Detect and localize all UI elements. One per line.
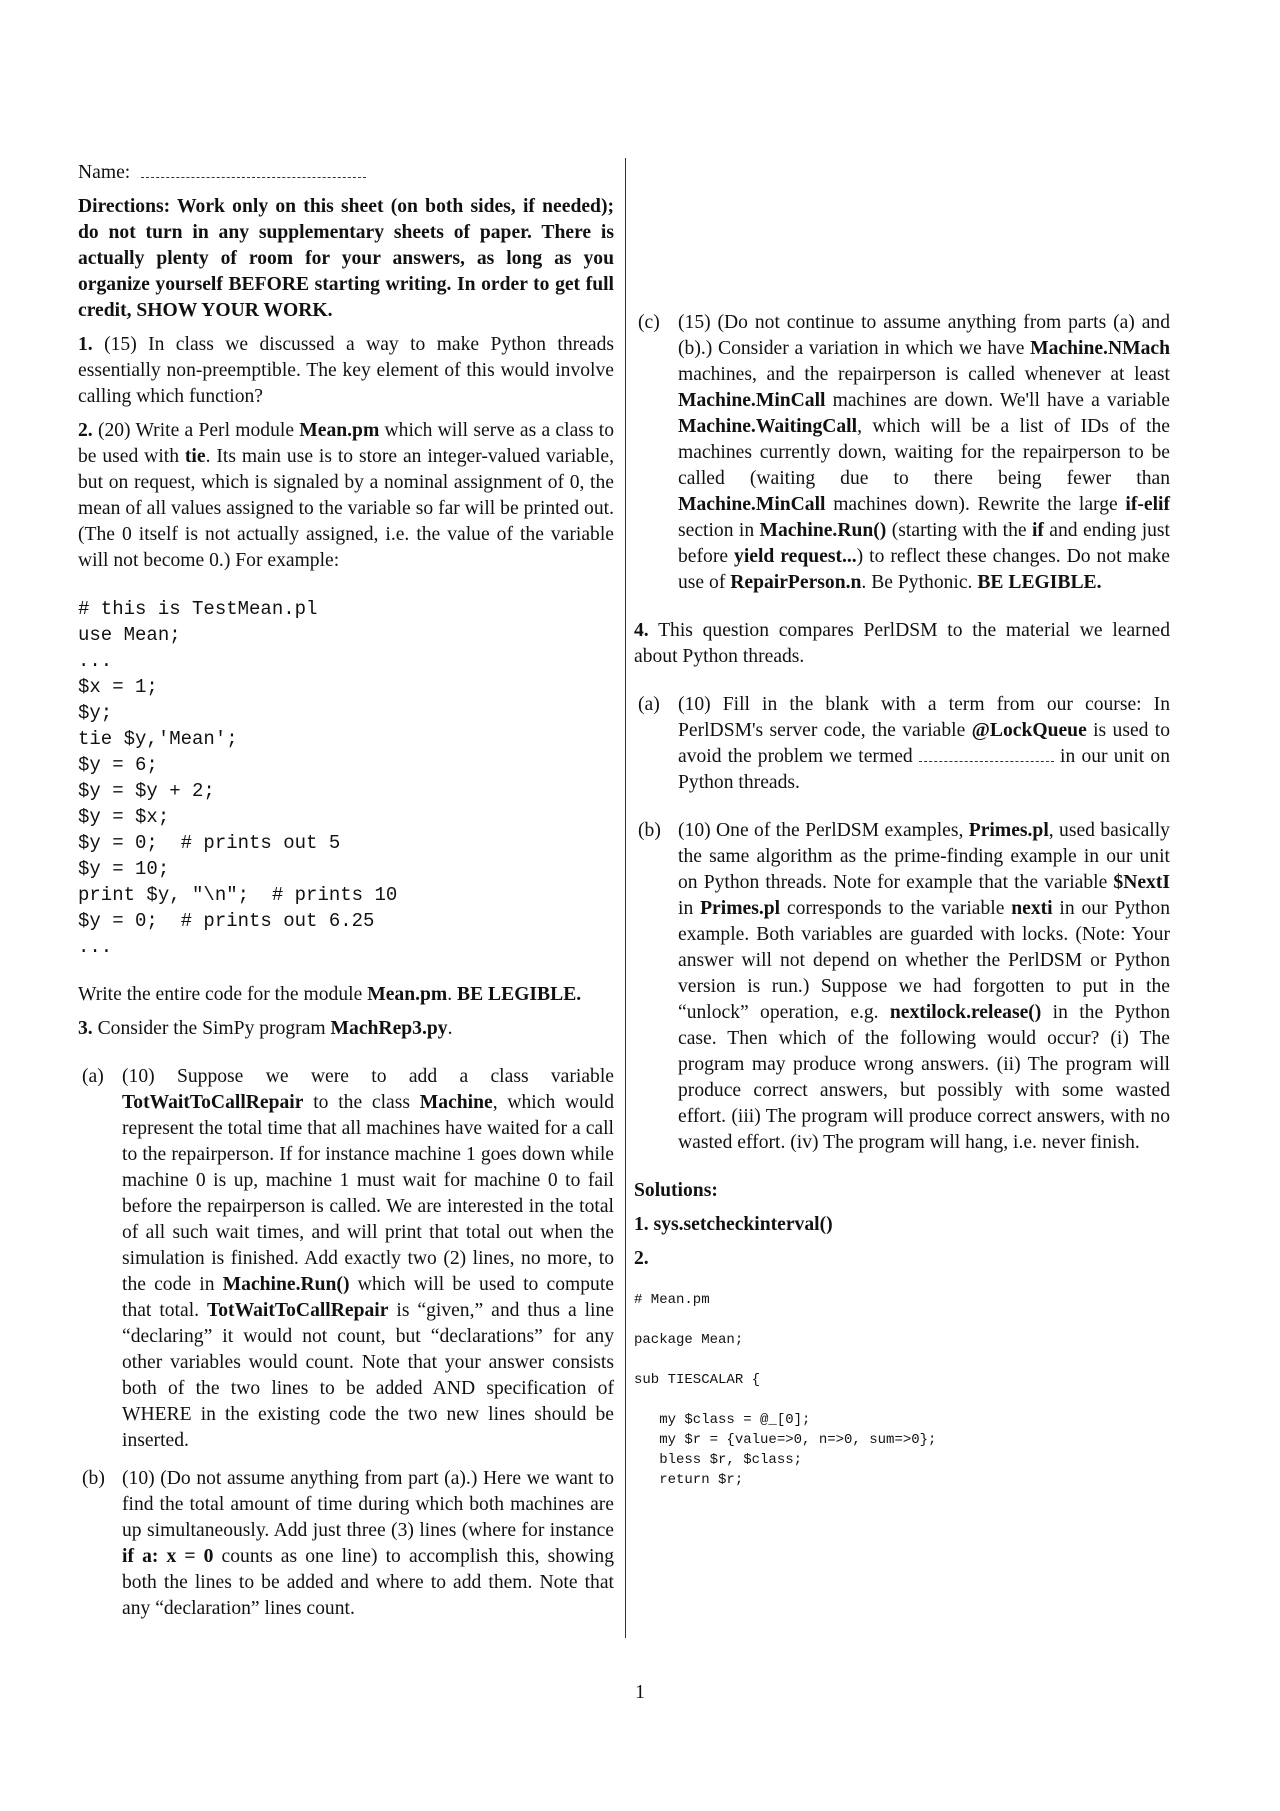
bold-run: Machine.WaitingCall [678, 416, 858, 437]
text-run: section in [678, 520, 760, 541]
text-run: is used to avoid the problem we termed [678, 720, 1171, 767]
question-4a-label: (a) [638, 694, 660, 715]
text-run: (starting with the [886, 520, 1032, 541]
solution-2 [634, 1246, 1170, 1272]
question-2-text: (20) Write a Perl module [92, 420, 300, 441]
question-3b-start [78, 1466, 614, 1622]
directions [78, 194, 614, 324]
text-run: in our unit on Python threads. [678, 746, 1170, 793]
bold-run: Machine [419, 1092, 493, 1113]
bold-run: Primes.pl [968, 820, 1049, 841]
name-line [78, 160, 614, 186]
question-4b-text [678, 818, 1170, 1156]
question-4a [634, 692, 1170, 796]
question-2-number: 2. [78, 420, 93, 441]
testmean-code: # this is TestMean.pl use Mean; ... $x = 1; $y; tie $y,'Mean'; $y = 6; $y = $y + 2; $y = $x; $y = 0; # prints out 5 $y = 10; print $y, "\n"; # prints 10 $y = 0; # prints out 6.25 ... [78, 598, 398, 958]
text-run: and ending just before [678, 520, 1170, 567]
question-3 [78, 1016, 614, 1042]
bold-run: Machine.Run() [222, 1274, 350, 1295]
bold-run: BE LEGIBLE. [977, 572, 1102, 593]
name-blank [141, 163, 366, 178]
question-4-text: This question compares PerlDSM to the material we learned about Python threads. [634, 620, 1170, 667]
bold-run: nexti [1011, 898, 1053, 919]
bold-run: RepairPerson.n [730, 572, 862, 593]
text-run: to the class [303, 1092, 420, 1113]
text-run: corresponds to the variable [780, 898, 1012, 919]
question-3c [634, 310, 1170, 596]
text-run: , which will be a list of IDs of the machines currently down, waiting for the repairperson to be called (waiting due to there being fewer than [678, 416, 1170, 489]
mean-pm-body: my $class = @_[0]; my $r = {value=>0, n=>0, sum=>0}; bless $r, $class; return $r; [659, 1412, 937, 1488]
text-run: in our Python example. Both variables are guarded with locks. (Note: Your answer will not depend on whether the PerlDSM or Python version is run.) Suppose we had forgotten to put in the “unlock” operation, e.g. [678, 898, 1170, 1023]
bold-run: nextilock.release() [889, 1002, 1042, 1023]
bold-run: if-elif [1125, 494, 1170, 515]
text-run: machines down). Rewrite the large [825, 494, 1126, 515]
bold-run: if a: x = 0 [122, 1546, 214, 1567]
solution-1-answer: sys.setcheckinterval() [653, 1214, 833, 1235]
bold-run: Primes.pl [700, 898, 781, 919]
question-4b-label: (b) [638, 820, 661, 841]
bold-run: if [1031, 520, 1044, 541]
name-label: Name: [78, 162, 131, 183]
text-run: in [678, 898, 701, 919]
answer-blank [919, 747, 1054, 762]
question-3c-text [678, 310, 1170, 596]
text-run: (10) One of the PerlDSM examples, [678, 820, 969, 841]
question-3-text: Consider the SimPy program [92, 1018, 331, 1039]
solution-1 [634, 1212, 1170, 1238]
text-run: (10) (Do not assume anything from part (a).) Here we want to find the total amount of time during which both machines are up simultaneously. Add just three (3) lines (where for instance [122, 1468, 614, 1541]
question-3c-label: (c) [638, 312, 660, 333]
right-column [634, 160, 1170, 1490]
mean-pm-comment: # Mean.pm [634, 1292, 710, 1308]
question-2 [78, 418, 614, 574]
question-3-text: . [447, 1018, 453, 1039]
question-1-text: (15) In class we discussed a way to make Python threads essentially non-preemptible. The key element of this would involve calling which function? [78, 334, 614, 407]
bold-run: TotWaitToCallRepair [206, 1300, 389, 1321]
text-run: , used basically the same algorithm as the prime-finding example in our unit on Python threads. Note for example that the variable [678, 820, 1170, 893]
question-3a [78, 1064, 614, 1454]
question-2-instruction-text: Write the entire code for the module [78, 984, 368, 1005]
question-3-bold: MachRep3.py [330, 1018, 448, 1039]
left-column [78, 160, 614, 1622]
solution-2-number: 2. [634, 1248, 649, 1269]
solution-1-number: 1. [634, 1214, 649, 1235]
text-run: . Be Pythonic. [861, 572, 978, 593]
solutions-heading: Solutions: [634, 1180, 718, 1201]
question-4 [634, 618, 1170, 670]
text-run: is “given,” and thus a line “declaring” it would not count, but “declarations” for any other variables would count. Note that your answer consists both of the two lines to be added AND specification of WHERE in the existing code the two new lines should be inserted. [122, 1300, 614, 1451]
text-run: counts as one line) to accomplish this, showing both the lines to be added and where to add them. Note that any “declaration” lines count. [122, 1546, 614, 1619]
text-run: (10) Suppose we were to add a class variable [122, 1066, 614, 1087]
bold-run: @LockQueue [971, 720, 1087, 741]
text-run: ) to reflect these changes. Do not make use of [678, 546, 1171, 593]
question-1-number: 1. [78, 334, 93, 355]
mean-pm-package: package Mean; [634, 1332, 744, 1348]
text-run: which will be used to compute that total. [122, 1274, 614, 1321]
directions-text: Work only on this sheet (on both sides, if needed); do not turn in any supplementary sheets of paper. There is actually plenty of room for your answers, as long as you organize yourself BEFORE starting writing. In order to get full credit, SHOW YOUR WORK. [78, 196, 614, 321]
question-4b [634, 818, 1170, 1156]
question-2-instruction-bold: BE LEGIBLE. [457, 984, 582, 1005]
question-4a-text [678, 692, 1170, 796]
text-run: in the Python case. Then which of the following would occur? (i) The program may produce wrong answers. (ii) The program will produce correct answers, but possibly with some wasted effort. (iii) The program will produce correct answers, with no wasted effort. (iv) The program will hang, i.e. never finish. [678, 1002, 1170, 1153]
question-1 [78, 332, 614, 410]
text-run: machines, and the repairperson is called whenever at least [678, 364, 1170, 385]
question-3b-text [122, 1466, 614, 1622]
question-4-number: 4. [634, 620, 649, 641]
question-2-instruction-bold: Mean.pm [367, 984, 448, 1005]
question-2-text: which will serve as a class to be used with [78, 420, 614, 467]
question-2-instruction [78, 982, 614, 1008]
bold-run: Machine.Run() [759, 520, 887, 541]
bold-run: $NextI [1113, 872, 1170, 893]
bold-run: TotWaitToCallRepair [122, 1092, 304, 1113]
bold-run: Machine.MinCall [678, 390, 826, 411]
question-3a-text [122, 1064, 614, 1454]
question-3a-label: (a) [82, 1066, 104, 1087]
bold-run: Machine.NMach [1030, 338, 1170, 359]
bold-run: yield request... [734, 546, 857, 567]
question-2-text: . Its main use is to store an integer-valued variable, but on request, which is signaled by a nominal assignment of 0, the mean of all values assigned to the variable so far will be printed out. (The 0 itself is not actually assigned, i.e. the value of the variable will not become 0.) For example: [78, 446, 614, 571]
directions-label: Directions: [78, 196, 171, 217]
text-run: (10) Fill in the blank with a term from our course: In PerlDSM's server code, the variable [678, 694, 1170, 741]
text-run: (15) (Do not continue to assume anything from parts (a) and (b).) Consider a variation in which we have [678, 312, 1170, 359]
mean-pm-sub: sub TIESCALAR { [634, 1372, 761, 1388]
text-run: machines are down. We'll have a variable [825, 390, 1170, 411]
question-3b-label: (b) [82, 1468, 105, 1489]
bold-run: Machine.MinCall [678, 494, 826, 515]
question-3-number: 3. [78, 1018, 93, 1039]
page-number: 1 [635, 1682, 645, 1703]
column-divider [625, 158, 626, 1638]
question-2-bold: Mean.pm [299, 420, 380, 441]
text-run: , which would represent the total time that all machines have waited for a call to the repairperson. If for instance machine 1 goes down while machine 0 is up, machine 1 must wait for machine 0 to fail before the repairperson is called. We are interested in the total of all such wait times, and will print that total out when the simulation is finished. Add exactly two (2) lines, no more, to the code in [122, 1092, 614, 1295]
question-2-bold: tie [184, 446, 206, 467]
question-2-instruction-text: . [447, 984, 458, 1005]
